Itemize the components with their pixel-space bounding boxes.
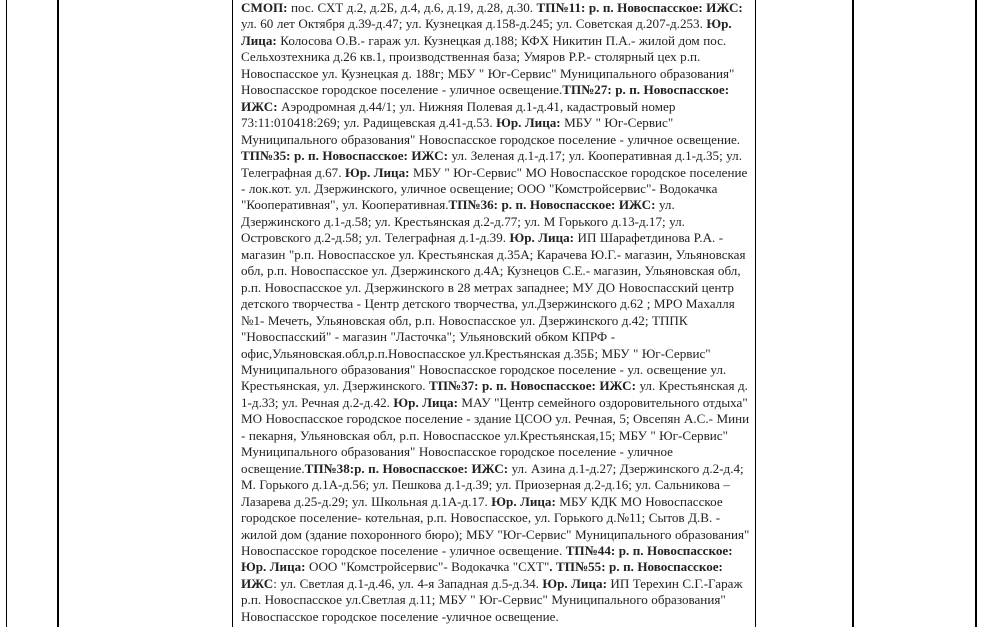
table-column-divider bbox=[57, 0, 59, 627]
bold-label: Юр. Лица: bbox=[509, 230, 575, 246]
text-segment: ул. Дзержинского д.1-д.58; ул. Крестьянская д.2-д.77; ул. М Горького д.13-д.17; ул. Островского д.2-д.58; ул. Телеграфная д.1-д.39. bbox=[241, 197, 685, 246]
text-segment: ООО "Комстройсервис"- Водокачка "СХТ" bbox=[305, 559, 550, 575]
table-column-divider bbox=[755, 0, 756, 627]
table-border-left bbox=[6, 0, 7, 627]
bold-label: Юр. Лица: bbox=[241, 16, 732, 48]
text-segment: ул. 60 лет Октября д.39-д.47; ул. Кузнецкая д.158-д.245; ул. Советская д.207-д.253. bbox=[241, 16, 707, 32]
bold-label: СМОП: bbox=[241, 0, 288, 15]
table-column-divider bbox=[852, 0, 854, 627]
text-segment: ИП Шарафетдинова Р.А. - магазин "р.п. Новоспасское ул. Крестьянская д.35А; Карачева Ю.Г.- магазин, Ульяновская обл, р.п. Новоспасское ул. Дзержинского д.4А; Кузнецов С.Е.- магазин, Ульяновская обл, р.п. Новоспасское ул. Дзержинского в 28 метрах западнее; МУ ДО Новоспасский центр детского творчества - Центр детского творчества, ул.Дзержинского д.62 ; МРО Махалля №1- Мечеть, Ульяновская обл, р.п. Новоспасское ул. Дзержинского д.42; ТППК "Новоспасский" - магазин "Ласточка"; Ульяновский обком КПРФ - офис,Ульяновская.обл,р.п.Новоспасское ул.Крестьянская д.35Б; МБУ " Юг-Сервис" Муниципального образования" Новоспасское городское поселение - ул. освещение ул. Крестьянская, ул. Дзержинского. bbox=[241, 230, 746, 394]
bold-label: ТП№38:р. п. Новоспасское: ИЖС: bbox=[304, 460, 509, 476]
bold-label: . ТП№55: р. п. Новоспасское: ИЖС bbox=[241, 559, 723, 591]
bold-label: ТП№27: р. п. Новоспасское: ИЖС: bbox=[241, 82, 730, 114]
table-cell-consumers-list bbox=[241, 0, 751, 625]
table-border-right bbox=[975, 0, 977, 627]
text-segment: МБУ " Юг-Сервис" МО Новоспасское городское поселение - лок.кот. ул. Дзержинского, уличное освещение; ООО "Комстройсервис"- Водокачка "Кооперативная", ул. Кооперативная. bbox=[241, 164, 748, 213]
bold-label: Юр. Лица: bbox=[344, 164, 410, 180]
text-segment: МБУ " Юг-Сервис" Муниципального образования" Новоспасское городское поселение - уличное освещение. bbox=[241, 115, 741, 147]
bold-label: ТП№36: р. п. Новоспасское: ИЖС: bbox=[448, 197, 656, 213]
text-segment: ул. Азина д.1-д.27; Дзержинского д.2-д.4; М. Горького д.1А-д.56; ул. Пешкова д.1-д.39; ул. Приозерная д.2-д.16; ул. Сальникова – Лазарева д.25-д.29; ул. Школьная д.1А-д.17. bbox=[241, 460, 744, 509]
text-segment: Аэродромная д.44/1; ул. Нижняя Полевая д.1-д.41, кадастровый номер 73:11:010418:269; ул. Радищевская д.41-д.53. bbox=[241, 98, 676, 131]
bold-label: Юр. Лица: bbox=[491, 493, 556, 509]
text-segment: МБУ КДК МО Новоспасское городское поселение- котельная, р.п. Новоспасское, ул. Горького д.№11; Сытов Д.В. - жилой дом (здание похоронного бюро); МБУ "Юг-Сервис" Муниципального образования" Новоспасское городское поселение - уличное освещение. bbox=[241, 493, 750, 558]
text-segment: ул. Крестьянская д. 1-д.33; ул. Речная д.2-д.42. bbox=[241, 378, 748, 410]
text-segment: МАУ "Центр семейного оздоровительного отдыха" МО Новоспасское городское поселение - здание ЦСОО ул. Речная, 5; Овсепян А.С.- Мини - пекарня, Ульяновская обл, р.п. Новоспасское ул.Крестьянская,15; МБУ " Юг-Сервис" Муниципального образования" Новоспасское городское поселение - уличное освещение. bbox=[241, 394, 750, 476]
text-segment: : ул. Светлая д.1-д.46, ул. 4-я Западная д.5-д.34. bbox=[273, 575, 543, 591]
bold-label: ТП№11: р. п. Новоспасское: ИЖС: bbox=[536, 0, 743, 15]
bold-label: ТП№35: р. п. Новоспасское: ИЖС: bbox=[241, 148, 448, 164]
bold-label: ТП№44: р. п. Новоспасское: Юр. Лица: bbox=[241, 542, 733, 575]
text-segment: ул. Зеленая д.1-д.17; ул. Кооперативная д.1-д.35; ул. Телеграфная д.67. bbox=[241, 148, 742, 180]
text-segment: пос. СХТ д.2, д.2Б, д.4, д.6, д.19, д.28, д.30. bbox=[287, 0, 537, 15]
text-segment: ИП Терехин С.Г.-Гараж р.п. Новоспасское ул.Светлая д.11; МБУ " Юг-Сервис" Муниципального образования" Новоспасское городское поселение -уличное освещение. bbox=[241, 575, 743, 624]
bold-label: Юр. Лица: bbox=[542, 575, 607, 591]
table-column-divider bbox=[232, 0, 233, 627]
text-segment: Колосова О.В.- гараж ул. Кузнецкая д.188; КФХ Никитин П.А.- жилой дом пос. Сельхозтехника д.26 кв.1, производственная база; Умяров Р.Р.- столярный цех р.п. Новоспасское ул. Кузнецкая д. 188г; МБУ " Юг-Сервис" Муниципального образования" Новоспасское городское поселение - уличное освещение. bbox=[241, 32, 735, 98]
bold-label: Юр. Лица: bbox=[393, 394, 458, 410]
bold-label: Юр. Лица: bbox=[496, 115, 561, 131]
bold-label: ТП№37: р. п. Новоспасское: ИЖС: bbox=[429, 378, 636, 394]
